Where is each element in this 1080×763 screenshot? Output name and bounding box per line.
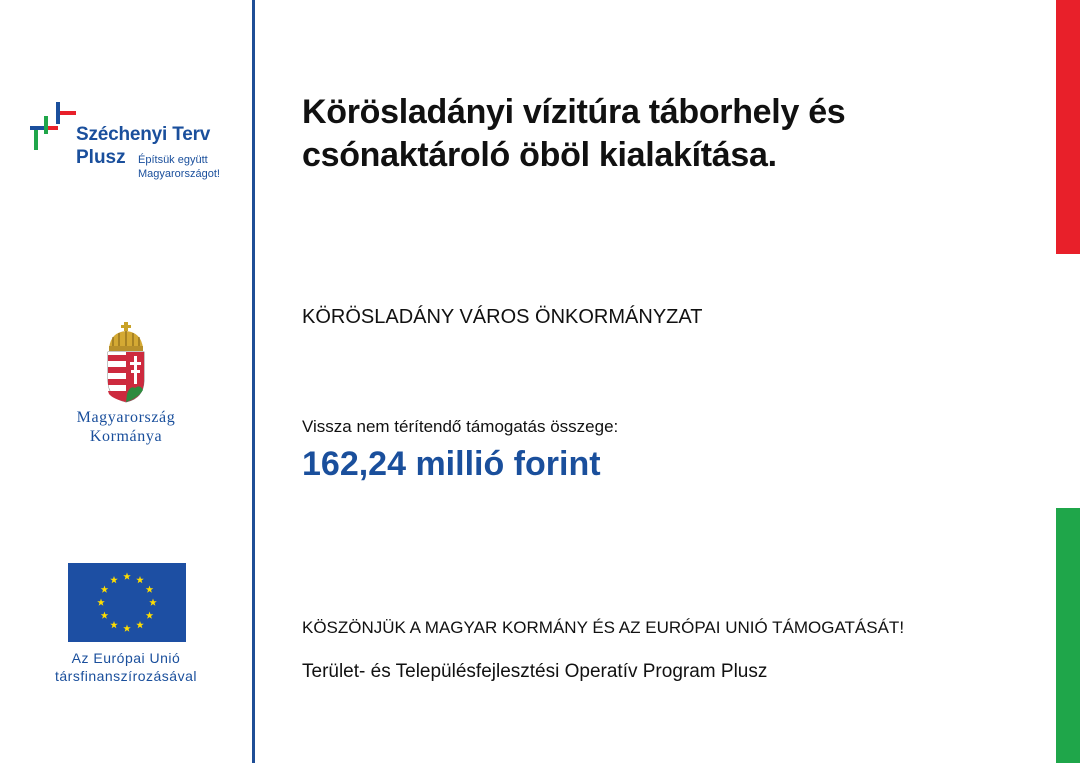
- government-text: [40, 408, 212, 446]
- government-line-1: Magyarország: [76, 409, 176, 426]
- coat-of-arms-icon: [105, 322, 147, 404]
- eu-star-icon: [136, 621, 144, 628]
- eu-star-icon: [136, 576, 144, 583]
- beneficiary: KÖRÖSLADÁNY VÁROS ÖNKORMÁNYZAT: [302, 306, 703, 328]
- project-title: [302, 91, 1002, 177]
- thanks-text: KÖSZÖNJÜK A MAGYAR KORMÁNY ÉS AZ EURÓPAI UNIÓ TÁMOGATÁSÁT!: [302, 618, 905, 637]
- szechenyi-cross-icon: [30, 102, 76, 154]
- szechenyi-title: Széchenyi Terv: [76, 124, 211, 145]
- szechenyi-plusz: Plusz: [76, 147, 126, 168]
- vertical-divider: [252, 0, 255, 763]
- title-line-1: Körösladányi vízitúra táborhely és: [302, 93, 846, 131]
- eu-star-icon: [110, 576, 118, 583]
- flag-green-stripe: [1056, 508, 1080, 763]
- slogan-line-2: Magyarországot!: [138, 168, 220, 180]
- eu-star-icon: [123, 573, 131, 580]
- eu-star-icon: [101, 612, 109, 619]
- eu-star-icon: [146, 586, 154, 593]
- amount-label: Vissza nem térítendő támogatás összege:: [302, 417, 619, 436]
- eu-flag-icon: [68, 563, 186, 642]
- eu-text: [20, 649, 232, 685]
- eu-star-icon: [146, 612, 154, 619]
- government-line-2: Kormánya: [89, 428, 163, 445]
- eu-star-icon: [97, 599, 105, 606]
- eu-line-1: Az Európai Unió: [71, 650, 181, 666]
- szechenyi-slogan: [138, 153, 220, 181]
- szechenyi-logo: [30, 102, 240, 182]
- eu-star-icon: [149, 599, 157, 606]
- slogan-line-1: Építsük együtt: [138, 154, 208, 166]
- eu-line-2: társfinanszírozásával: [54, 668, 197, 684]
- title-line-2: csónaktároló öböl kialakítása.: [302, 136, 777, 174]
- eu-star-icon: [101, 586, 109, 593]
- eu-star-icon: [110, 621, 118, 628]
- eu-stars: [68, 563, 186, 642]
- eu-star-icon: [123, 625, 131, 632]
- flag-red-stripe: [1056, 0, 1080, 254]
- program-name: Terület- és Településfejlesztési Operatív Program Plusz: [302, 661, 768, 682]
- amount-value: 162,24 millió forint: [302, 445, 601, 483]
